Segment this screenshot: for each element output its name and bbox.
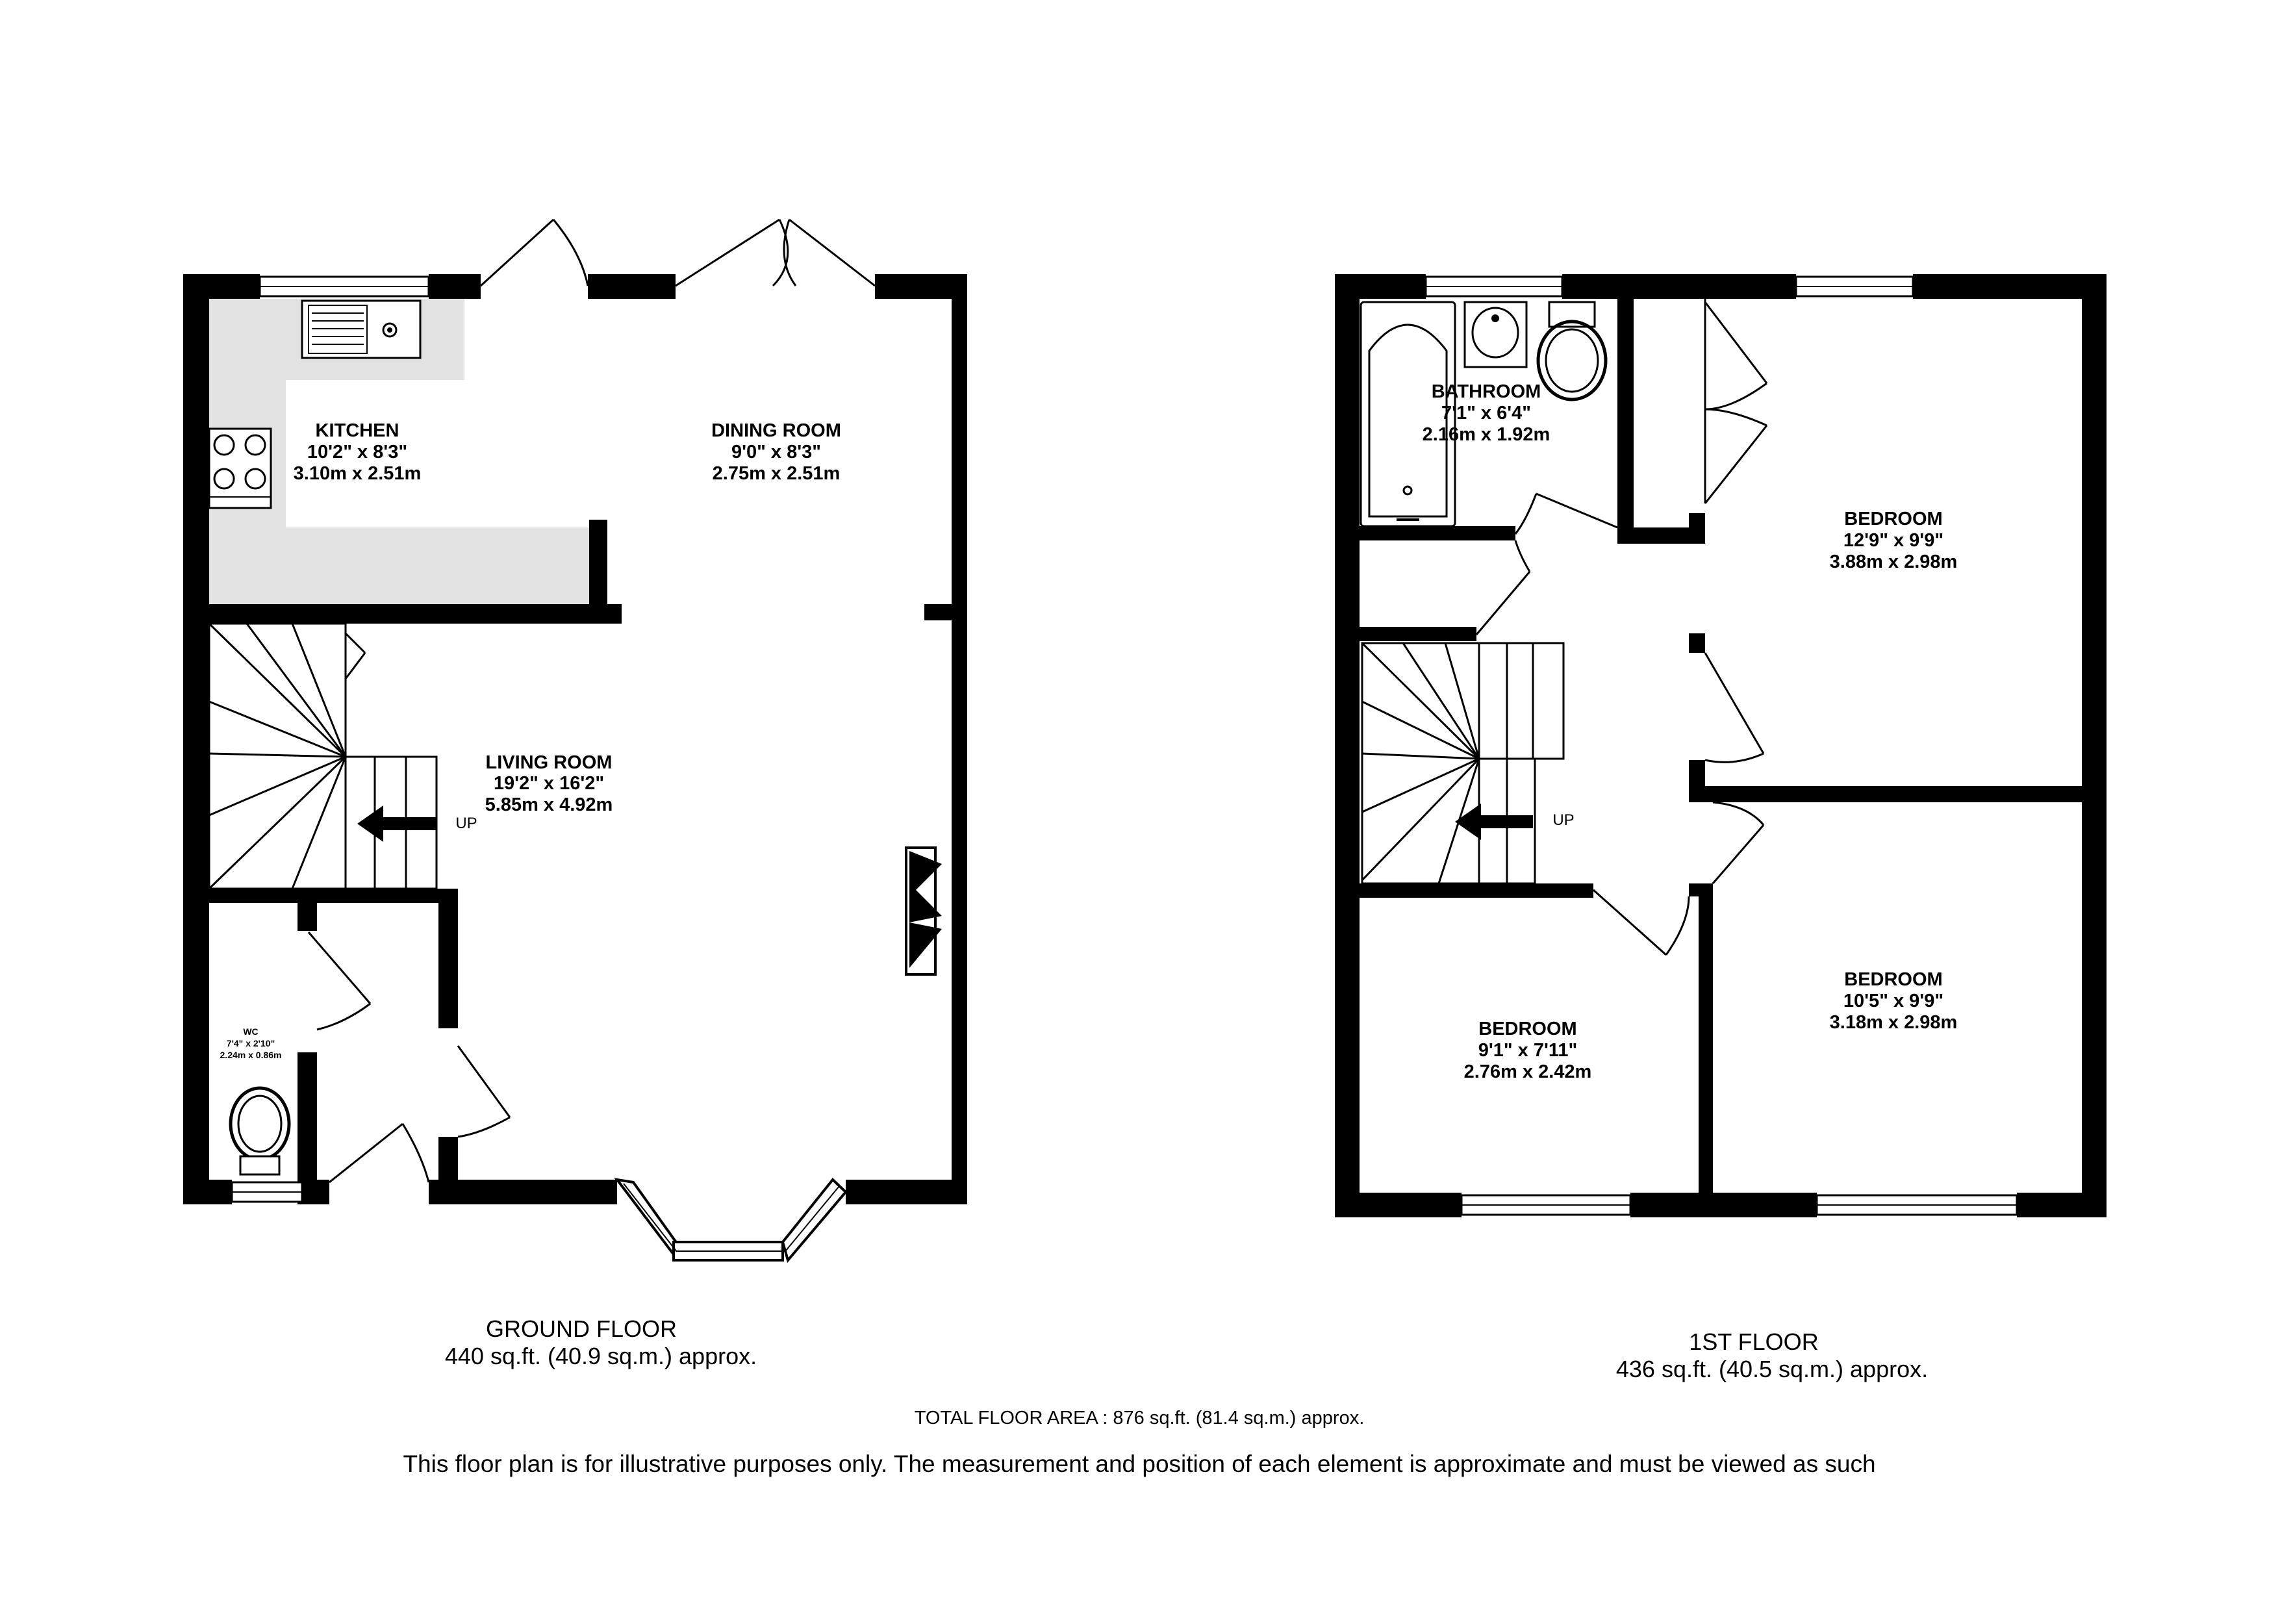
room-labels [220,381,1958,1082]
first-floor-title: 1ST FLOOR [1689,1328,1819,1355]
bedroom1-metric: 3.88m x 2.98m [1829,552,1958,572]
ground-floor-title: GROUND FLOOR [485,1315,677,1342]
bedroom2-name: BEDROOM [1844,969,1943,990]
first-floor-area: 436 sq.ft. (40.5 sq.m.) approx. [1615,1356,1929,1382]
stairs-up-arrow-first [1455,804,1533,840]
living-room-imperial: 19'2" x 16'2" [493,773,605,794]
living-room-name: LIVING ROOM [485,752,613,773]
bathroom-toilet [1538,302,1606,400]
bedroom2-metric: 3.18m x 2.98m [1829,1012,1958,1033]
wc-imperial: 7'4" x 2'10" [226,1038,275,1048]
bedroom1-imperial: 12'9" x 9'9" [1843,530,1944,551]
ground-floor-staircase [209,624,437,889]
dining-room-imperial: 9'0" x 8'3" [731,442,822,463]
bedroom3-imperial: 9'1" x 7'11" [1478,1040,1578,1061]
bedroom3-metric: 2.76m x 2.42m [1463,1061,1592,1082]
stairs-up-arrow [357,806,437,842]
floor-captions [403,1315,1928,1477]
dining-room-name: DINING ROOM [711,420,841,441]
bathroom-name: BATHROOM [1431,381,1541,402]
bedroom2-imperial: 10'5" x 9'9" [1843,991,1944,1011]
bay-window [617,1180,846,1260]
ground-floor-area: 440 sq.ft. (40.9 sq.m.) approx. [444,1343,757,1369]
ground-stairs-up-label: UP [455,815,477,832]
bathroom-basin [1465,302,1526,367]
kitchen-name: KITCHEN [315,420,399,441]
kitchen-imperial: 10'2" x 8'3" [307,442,408,463]
ground-floor-plan [183,220,967,1260]
kitchen-metric: 3.10m x 2.51m [293,463,422,484]
bedroom3-name: BEDROOM [1478,1019,1577,1039]
total-floor-area: TOTAL FLOOR AREA : 876 sq.ft. (81.4 sq.m.) approx. [914,1408,1365,1428]
living-room-metric: 5.85m x 4.92m [485,794,613,815]
bathroom-metric: 2.16m x 1.92m [1422,424,1550,445]
first-stairs-up-label: UP [1552,811,1575,829]
kitchen-sink [302,301,420,358]
wc-metric: 2.24m x 0.86m [220,1050,282,1060]
wc-toilet [231,1088,289,1174]
bathroom-imperial: 7'1" x 6'4" [1441,403,1532,424]
disclaimer-text: This floor plan is for illustrative purposes only. The measurement and position of each element is approximate and must be viewed as such [403,1451,1876,1477]
bedroom1-name: BEDROOM [1844,509,1943,529]
dining-room-metric: 2.75m x 2.51m [712,463,841,484]
kitchen-hob [209,429,271,508]
first-floor-staircase [1362,643,1563,883]
wc-name: WC [243,1026,259,1037]
